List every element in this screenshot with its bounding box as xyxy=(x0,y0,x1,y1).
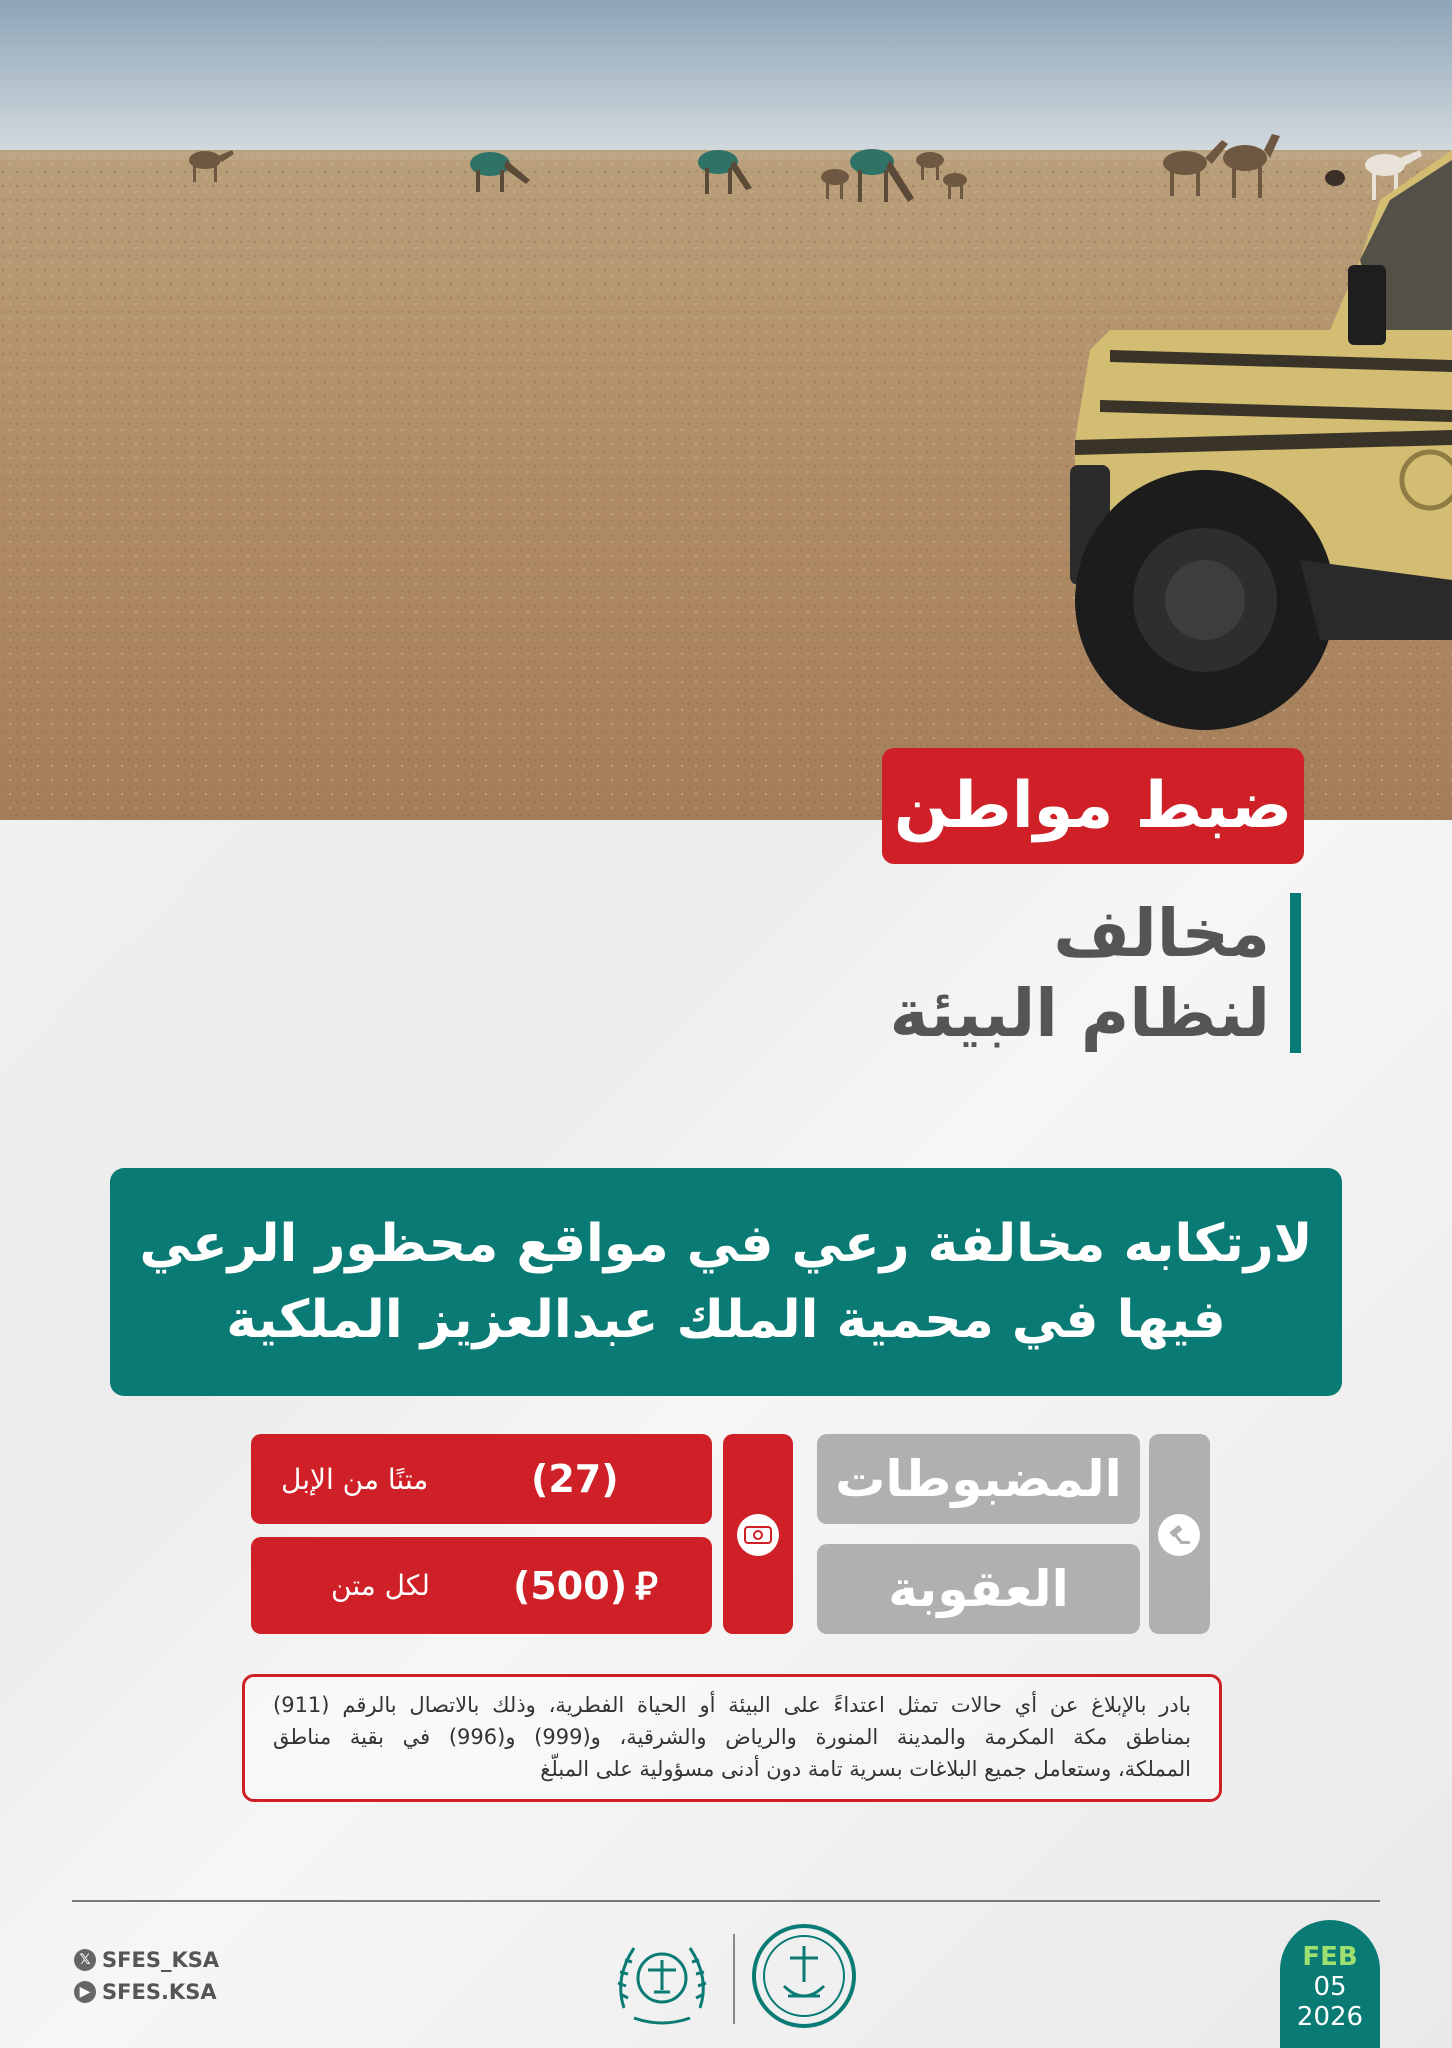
header-photo xyxy=(0,0,1452,820)
date-year: 2026 xyxy=(1296,2002,1364,2032)
date-badge xyxy=(1280,1920,1380,2048)
legal-icon-column xyxy=(1149,1434,1210,1634)
youtube-handle: SFES.KSA xyxy=(102,1980,217,2004)
ministry-emblem-logo xyxy=(604,1928,720,2028)
penalty-label: العقوبة xyxy=(817,1544,1140,1634)
youtube-link[interactable] xyxy=(74,1980,217,2004)
date-day: 05 xyxy=(1313,1972,1347,2002)
x-icon: 𝕏 xyxy=(74,1949,96,1971)
riyal-currency-icon: ⃁ xyxy=(635,1564,658,1608)
environment-force-logo xyxy=(750,1922,858,2030)
statement-line-2: فيها في محمية الملك عبدالعزيز الملكية xyxy=(226,1290,1226,1350)
violation-statement xyxy=(110,1168,1342,1396)
statement-line-1: لارتكابه مخالفة رعي في مواقع محظور الرعي xyxy=(139,1214,1313,1274)
penalty-amount-group xyxy=(513,1537,658,1634)
notice-line-1: بادر بالإبلاغ عن أي حالات تمثل اعتداءً على البيئة أو الحياة الفطرية، وذلك بالاتصال بالرقم (911) xyxy=(273,1693,1191,1717)
money-icon xyxy=(737,1514,779,1556)
money-icon-column xyxy=(723,1434,793,1634)
seized-count: (27) xyxy=(531,1457,619,1501)
notice-line-2: بمناطق مكة المكرمة والمدينة المنورة والرياض والشرقية، و(999) و(996) في بقية مناطق xyxy=(273,1725,1191,1749)
title-accent-bar xyxy=(1290,893,1301,1053)
title-line-1: مخالف xyxy=(1053,895,1270,972)
notice-line-3: المملكة، وستعامل جميع البلاغات بسرية تامة دون أدنى مسؤولية على المبلّغ xyxy=(540,1757,1191,1781)
x-handle: SFES_KSA xyxy=(102,1948,220,1972)
gavel-icon xyxy=(1158,1514,1200,1556)
seized-text: متنًا من الإبل xyxy=(281,1462,429,1496)
youtube-icon: ▶ xyxy=(74,1981,96,2003)
logo-divider xyxy=(733,1934,735,2024)
title-line-2: لنظام البيئة xyxy=(889,975,1270,1052)
footer-divider xyxy=(72,1900,1380,1902)
penalty-text: لكل متن xyxy=(331,1569,430,1602)
seized-label: المضبوطات xyxy=(817,1434,1140,1524)
date-month: FEB xyxy=(1302,1942,1358,1972)
penalty-amount: (500) xyxy=(513,1563,628,1608)
headline-tag: ضبط مواطن xyxy=(882,748,1304,864)
report-notice xyxy=(242,1674,1222,1802)
penalty-value xyxy=(251,1537,712,1634)
x-link[interactable] xyxy=(74,1948,219,1972)
seized-value xyxy=(251,1434,712,1524)
desert-camels-patrol-photo xyxy=(0,0,1452,820)
